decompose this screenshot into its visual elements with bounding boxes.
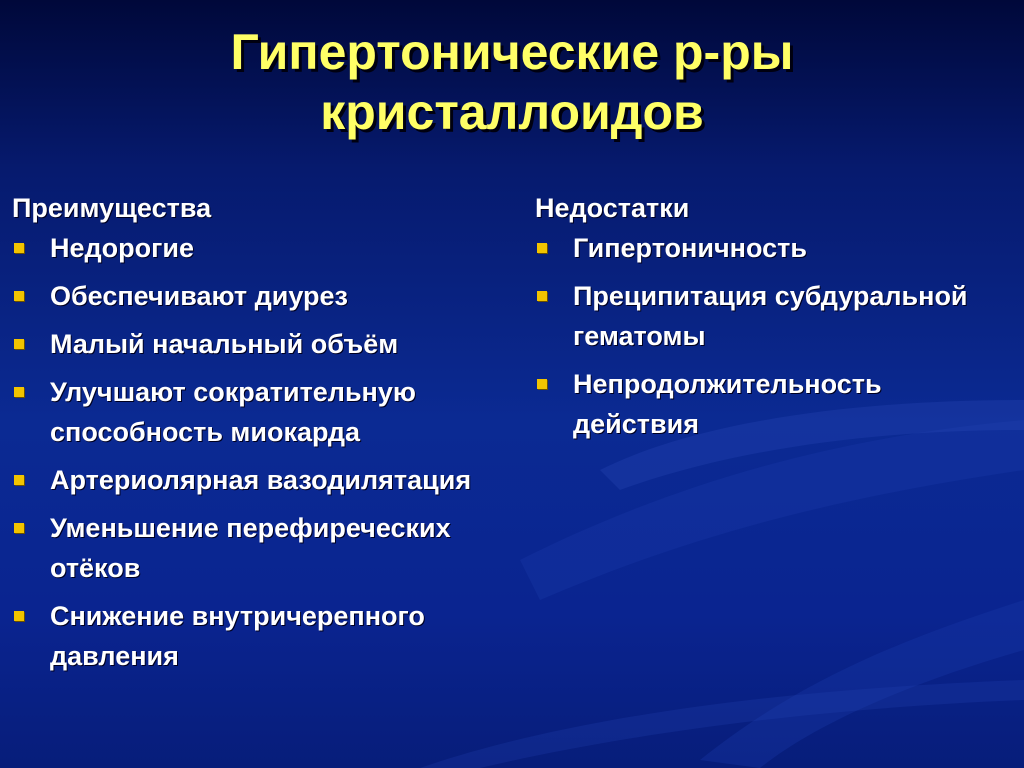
disadvantages-list [535, 228, 1015, 444]
list-item [12, 324, 532, 364]
list-item [12, 596, 532, 676]
list-item [12, 508, 532, 588]
list-item [535, 364, 1015, 444]
list-item [535, 276, 1015, 356]
slide-title-line-2: кристаллоидов [320, 84, 704, 140]
list-item-text: Снижение внутричерепного давления [50, 601, 425, 671]
bullet-icon [14, 339, 24, 349]
disadvantages-column [535, 190, 1015, 452]
bullet-icon [14, 291, 24, 301]
list-item-text: Преципитация субдуральной гематомы [573, 281, 968, 351]
advantages-list [12, 228, 532, 676]
list-item-text: Артериолярная вазодилятация [50, 465, 472, 495]
list-item-text: Гипертоничность [573, 233, 807, 263]
list-item-text: Уменьшение перефиреческих отёков [50, 513, 451, 583]
slide-title [0, 22, 1024, 142]
list-item-text: Малый начальный объём [50, 329, 399, 359]
bullet-icon [537, 291, 547, 301]
list-item [12, 372, 532, 452]
bullet-icon [537, 243, 547, 253]
list-item [535, 228, 1015, 268]
bullet-icon [14, 523, 24, 533]
slide-title-line-1: Гипертонические р-ры [230, 24, 794, 80]
advantages-column [12, 190, 532, 684]
list-item [12, 276, 532, 316]
list-item-text: Обеспечивают диурез [50, 281, 348, 311]
bullet-icon [14, 243, 24, 253]
list-item-text: Непродолжительность действия [573, 369, 882, 439]
list-item [12, 460, 532, 500]
disadvantages-heading: Недостатки [535, 193, 690, 223]
bullet-icon [14, 387, 24, 397]
bullet-icon [14, 475, 24, 485]
advantages-heading: Преимущества [12, 193, 212, 223]
list-item-text: Недорогие [50, 233, 194, 263]
bullet-icon [537, 379, 547, 389]
list-item [12, 228, 532, 268]
bullet-icon [14, 611, 24, 621]
list-item-text: Улучшают сократительную способность миокарда [50, 377, 416, 447]
